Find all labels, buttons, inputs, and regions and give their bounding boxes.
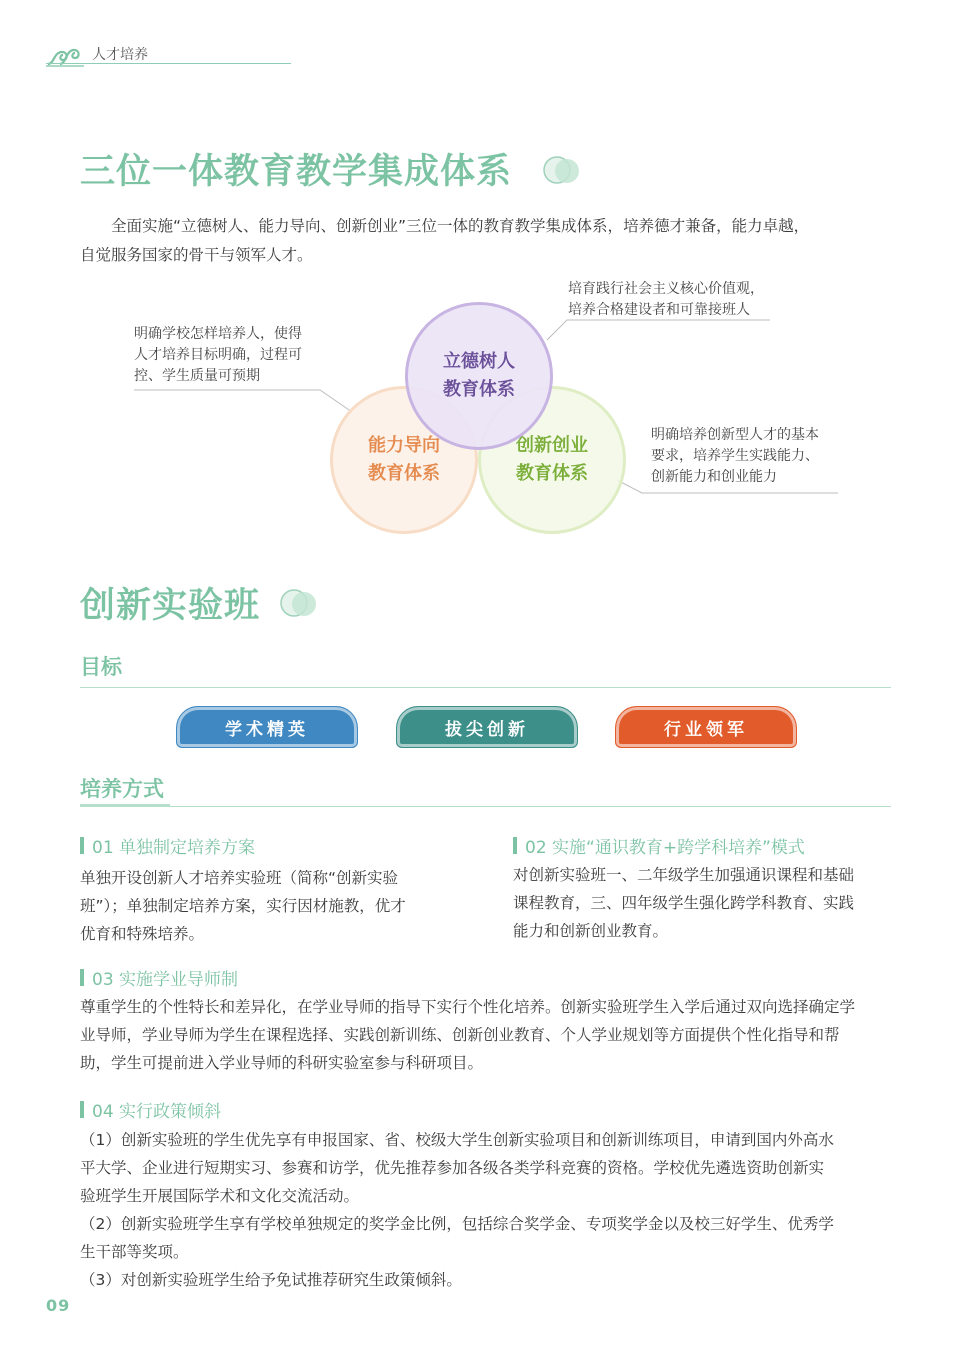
item-03-body: [80, 993, 910, 1077]
note-morality: [568, 279, 764, 321]
goal-heading: 目标: [80, 655, 122, 679]
item-03-line: 助，学生可提前进入学业导师的科研实验室参与科研项目。: [80, 1054, 484, 1072]
item-03-title-text: 03 实施学业导师制: [92, 970, 239, 990]
goal-academic-elite: 学术精英: [176, 706, 358, 748]
item-02-line: 能力和创新创业教育。: [513, 922, 669, 940]
item-marker-bar: [80, 1101, 84, 1118]
item-01-line: 单独开设创新人才培养实验班（简称“创新实验: [80, 869, 399, 887]
item-04-line: 生干部等奖项。: [80, 1243, 189, 1261]
item-03-line: 业导师，学业导师为学生在课程选择、实践创新训练、创新创业教育、个人学业规划等方面提供个性化指导和帮: [80, 1026, 840, 1044]
note-innovation: [651, 425, 819, 488]
item-04-line: 验班学生开展国际学术和文化交流活动。: [80, 1187, 360, 1205]
item-04-title-text: 04 实行政策倾斜: [92, 1102, 222, 1122]
item-04-line: （2）创新实验班学生享有学校单独规定的奖学金比例，包括综合奖学金、专项奖学金以及校三好学生、优秀学: [80, 1215, 834, 1233]
item-02-line: 课程教育，三、四年级学生强化跨学科教育、实践: [513, 894, 855, 912]
section1-title: 三位一体教育教学集成体系: [80, 152, 513, 192]
item-04-line: （1）创新实验班的学生优先享有申报国家、省、校级大学生创新实验项目和创新训练项目，申请到国内外高水: [80, 1131, 834, 1149]
item-01-line: 班”）；单独制定培养方案，实行因材施教，优才: [80, 897, 406, 915]
venn-innovation-line1: 创新创业: [516, 435, 588, 456]
item-01-title-text: 01 单独制定培养方案: [92, 838, 256, 858]
note-morality-line: 培育践行社会主义核心价值观，: [568, 281, 764, 297]
venn-connector-lines: [0, 0, 971, 600]
note-ability-line: 控、学生质量可预期: [134, 368, 260, 384]
method-divider: [80, 806, 891, 807]
page-number: 09: [46, 1296, 71, 1315]
item-02-title: [513, 833, 805, 858]
note-innovation-line: 明确培养创新型人才的基本: [651, 427, 819, 443]
note-ability: [134, 324, 302, 387]
note-innovation-line: 要求，培养学生实践能力、: [651, 448, 819, 464]
item-03-title: [80, 965, 238, 990]
header-section-label: 人才培养: [92, 47, 148, 63]
note-morality-line: 培养合格建设者和可靠接班人: [568, 302, 750, 318]
item-01-body: [80, 864, 480, 948]
venn-circle-morality: [405, 302, 553, 450]
item-marker-bar: [513, 837, 517, 854]
item-03-line: 尊重学生的个性特长和差异化，在学业导师的指导下实行个性化培养。创新实验班学生入学后通过双向选择确定学: [80, 998, 856, 1016]
item-01-title: [80, 833, 255, 858]
venn-morality-line2: 教育体系: [443, 379, 515, 400]
item-02-title-text: 02 实施“通识教育+跨学科培养”模式: [525, 838, 805, 858]
note-innovation-line: 创新能力和创业能力: [651, 469, 777, 485]
venn-innovation-line2: 教育体系: [516, 463, 588, 484]
venn-morality-line1: 立德树人: [443, 351, 515, 372]
section1-intro-line2: 自觉服务国家的骨干与领军人才。: [80, 246, 313, 264]
venn-ability-line2: 教育体系: [368, 463, 440, 484]
note-ability-line: 人才培养目标明确，过程可: [134, 347, 302, 363]
goal-top-innovation: 拔尖创新: [396, 706, 578, 748]
bubble-decoration-icon: [280, 587, 320, 619]
goal-divider: [80, 687, 891, 688]
item-04-title: [80, 1097, 221, 1122]
section2-title: 创新实验班: [80, 586, 261, 626]
item-01-line: 优育和特殊培养。: [80, 925, 205, 943]
item-04-line: 平大学、企业进行短期实习、参赛和访学，优先推荐参加各级各类学科竞赛的资格。学校优先遴选资助创新实: [80, 1159, 825, 1177]
item-02-line: 对创新实验班一、二年级学生加强通识课程和基础: [513, 866, 855, 884]
item-02-body: [513, 861, 913, 945]
note-ability-line: 明确学校怎样培养人，使得: [134, 326, 302, 342]
method-heading: 培养方式: [80, 777, 164, 801]
item-marker-bar: [80, 969, 84, 986]
goal-industry-leader: 行业领军: [615, 706, 797, 748]
item-marker-bar: [80, 837, 84, 854]
item-04-body: [80, 1126, 910, 1294]
venn-ability-line1: 能力导向: [368, 435, 440, 456]
section1-intro-line1: 全面实施“立德树人、能力导向、创新创业”三位一体的教育教学集成体系，培养德才兼备，能力卓越，: [111, 217, 810, 235]
item-04-line: （3）对创新实验班学生给予免试推荐研究生政策倾斜。: [80, 1271, 462, 1289]
